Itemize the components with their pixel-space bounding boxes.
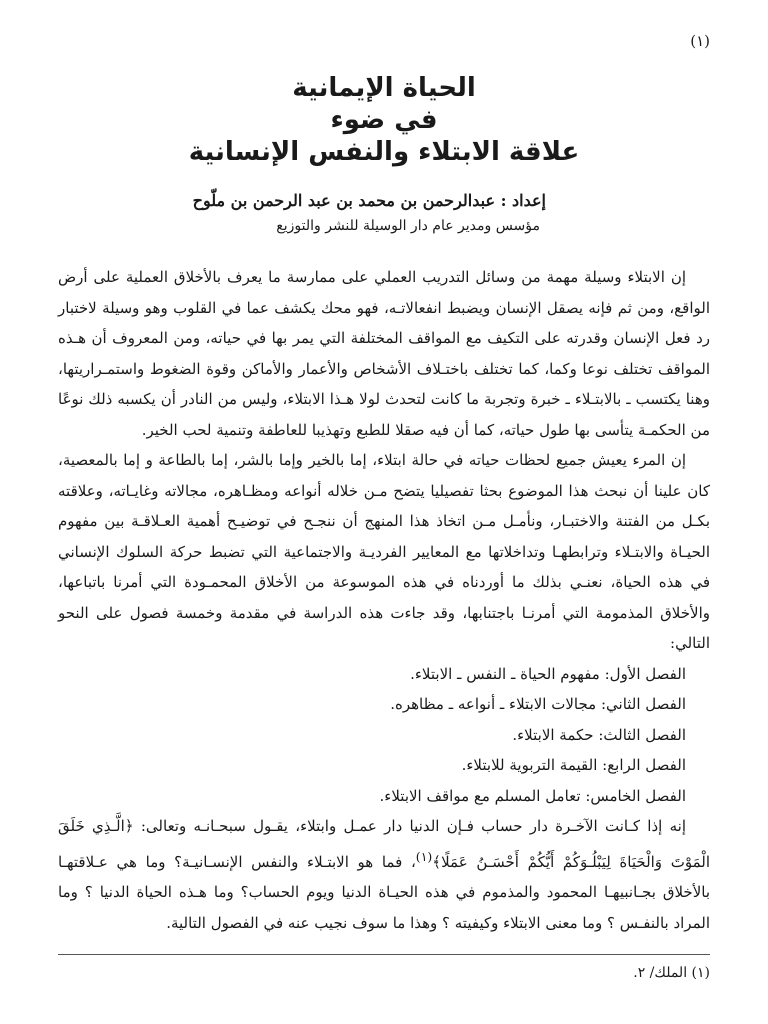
title-line-1: الحياة الإيمانية: [292, 73, 476, 103]
chapter-item-1: الفصل الأول: مفهوم الحياة ـ النفس ـ الابتلاء.: [410, 664, 686, 683]
paragraph-1: إن الابتلاء وسيلة مهمة من وسائل التدريب العملي على ممارسة ما يعرف بالأخلاق العملية على أرض الواقع، ومن ثم فإنه يصقل الإنسان ويضبط انفعالاتـه، فهو محك يكشف عما في القلوب وهو وسيلة لاختبار رد فعل الإنسان وقدرته على التكيف مع المواقف المختلفة التي يمر بها في حياته، ومن المعروف أن هـذه المواقف تختلف نوعا وكما، كما تختلف باختـلاف الأشخاص والأعمار والأماكن وقوة الضغوط واستمـراريتها، وهنا يكتسب ـ بالابتـلاء ـ خبرة وتجربة ما كانت لتحدث لولا هـذا الابتلاء، وليس من النادر أن يكسبه ذلك نوعًا من الحكمـة يتأسى بها طول حياته، كما أن فيه صقلا للطبع وتهذيبا للعاطفة وتنمية لحب الخير.: [58, 268, 710, 439]
paragraph-3-intro: إنه إذا كـانت الآخـرة دار حساب فـإن الدنيا دار عمـل وابتلاء، يقـول سبحـانـه وتعالى:: [133, 817, 686, 835]
author-block: [193, 188, 546, 238]
footnote-divider: [58, 954, 710, 955]
paragraph-3-rest: ، فما هو الابتـلاء والنفس الإنسـانيـة؟ وما هي عـلاقتهـا بالأخلاق بجـانبيهـا المحمود والمذموم في هذه الحيـاة الدنيا ويوم الحساب؟ وما هـذه الحياة الدنيا ؟ وما المراد بالنفـس ؟ وما معنى الابتلاء وكيفيته ؟ وهذا ما سوف نجيب عنه في الفصول التالية.: [58, 852, 710, 932]
title-line-2: في ضوء: [330, 105, 438, 135]
author-name: إعداد : عبدالرحمن بن محمد بن عبد الرحمن بن ملّوح: [192, 191, 546, 210]
chapter-item-3: الفصل الثالث: حكمة الابتلاء.: [512, 725, 686, 744]
paragraph-3: [58, 811, 710, 938]
page-number: (١): [690, 32, 710, 50]
author-role: مؤسس ومدير عام دار الوسيلة للنشر والتوزيع: [276, 218, 540, 234]
chapter-item-5: الفصل الخامس: تعامل المسلم مع مواقف الابتلاء.: [379, 786, 686, 805]
footnote: (١) الملك/ ٢.: [633, 965, 710, 981]
chapter-item-2: الفصل الثاني: مجالات الابتلاء ـ أنواعه ـ مظاهره.: [390, 695, 686, 713]
quran-verse: ﴿الَّـذِي خَلَقَ الْمَوْتَ وَالْحَيَاةَ لِيَبْلُـوَكُمْ أَيُّكُمْ أَحْسَـنُ عَمَلًا﴾: [58, 817, 711, 871]
body-text: [58, 262, 710, 938]
footnote-reference[interactable]: (١): [415, 848, 433, 864]
title-block: [0, 72, 768, 168]
title-line-3: علاقة الابتلاء والنفس الإنسانية: [188, 137, 580, 167]
chapter-item-4: الفصل الرابع: القيمة التربوية للابتلاء.: [461, 756, 686, 774]
paragraph-2: إن المرء يعيش جميع لحظات حياته في حالة ابتلاء، إما بالخير وإما بالشر، إما بالطاعة و إما بالمعصية، كان علينا أن نبحث هذا الموضوع بحثا تفصيليا يتضح مـن خلاله أنواعه ومظـاهره، مجالاته وغايـاته، وعلاقته بكـل من الفتنة والاختبـار، ونأمـل مـن اتخاذ هذا المنهج أن ننجـح في توضيـح أهمية العـلاقـة بين مفهوم الحيـاة والابتـلاء وترابطهـا وتداخلاتها مع المعايير الفرديـة والاجتماعية التي تضبط حركة السلوك الإنساني في هذه الحياة، نعنـي بذلك ما أوردناه في هذه الموسوعة من الأخلاق المحمـودة التي أمرنا باتباعها، والأخلاق المذمومة التي أمرنـا باجتنابها، وقد جاءت هذه الدراسة في مقدمة وخمسة فصول على النحو التالي:: [58, 451, 711, 652]
